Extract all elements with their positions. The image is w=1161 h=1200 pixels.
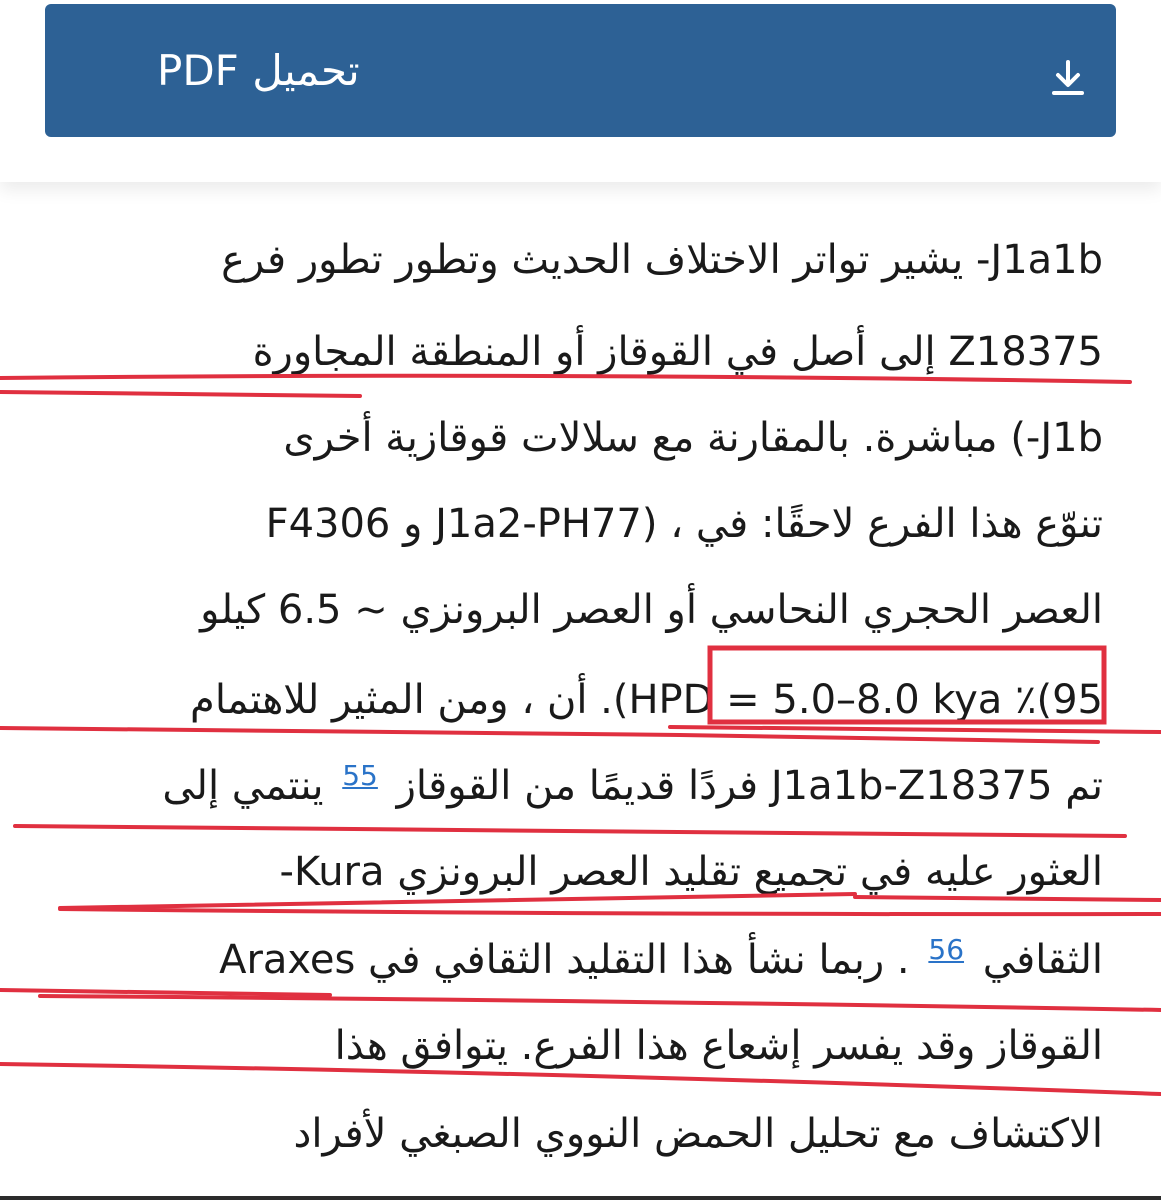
article-line: العصر الحجري النحاسي أو العصر البرونزي ~ 6.5 كيلو xyxy=(200,587,1103,633)
article-line-text: الثقافي xyxy=(982,937,1103,983)
article-line: 95)٪ HPD = 5.0–8.0 kya). أن ، ومن المثير للاهتمام xyxy=(190,677,1103,723)
footnote-link-56[interactable]: 56 xyxy=(928,932,965,966)
bottom-divider xyxy=(0,1196,1161,1200)
article-line: القوقاز وقد يفسر إشعاع هذا الفرع. يتوافق هذا xyxy=(334,1023,1103,1069)
download-icon xyxy=(1049,58,1087,98)
article-body xyxy=(0,182,1161,1200)
article-line: الاكتشاف مع تحليل الحمض النووي الصبغي لأفراد xyxy=(293,1111,1103,1157)
article-line: العثور عليه في تجميع تقليد العصر البرونزي Kura- xyxy=(279,849,1103,895)
article-line: تنوّع هذا الفرع لاحقًا: في ، (J1a2-PH77 و F4306 xyxy=(265,501,1103,547)
article-line: J1a1b- يشير تواتر الاختلاف الحديث وتطور تطور فرع xyxy=(221,237,1103,283)
download-pdf-button[interactable] xyxy=(45,4,1116,137)
article-line-text: تم J1a1b-Z18375 فردًا قديمًا من القوقاز xyxy=(396,763,1103,809)
article-line: Z18375 إلى أصل في القوقاز أو المنطقة المجاورة xyxy=(252,329,1103,375)
article-line: J1b-) مباشرة. بالمقارنة مع سلالات قوقازية أخرى xyxy=(283,415,1103,461)
article-line-text: . ربما نشأ هذا التقليد الثقافي في Araxes xyxy=(219,937,910,983)
download-pdf-label: PDF تحميل xyxy=(157,46,360,95)
footnote-link-55[interactable]: 55 xyxy=(342,758,378,792)
article-line xyxy=(43,758,1103,814)
article-line xyxy=(43,932,1103,988)
article-line-text: ينتمي إلى xyxy=(162,763,324,809)
toolbar-area xyxy=(0,0,1161,182)
